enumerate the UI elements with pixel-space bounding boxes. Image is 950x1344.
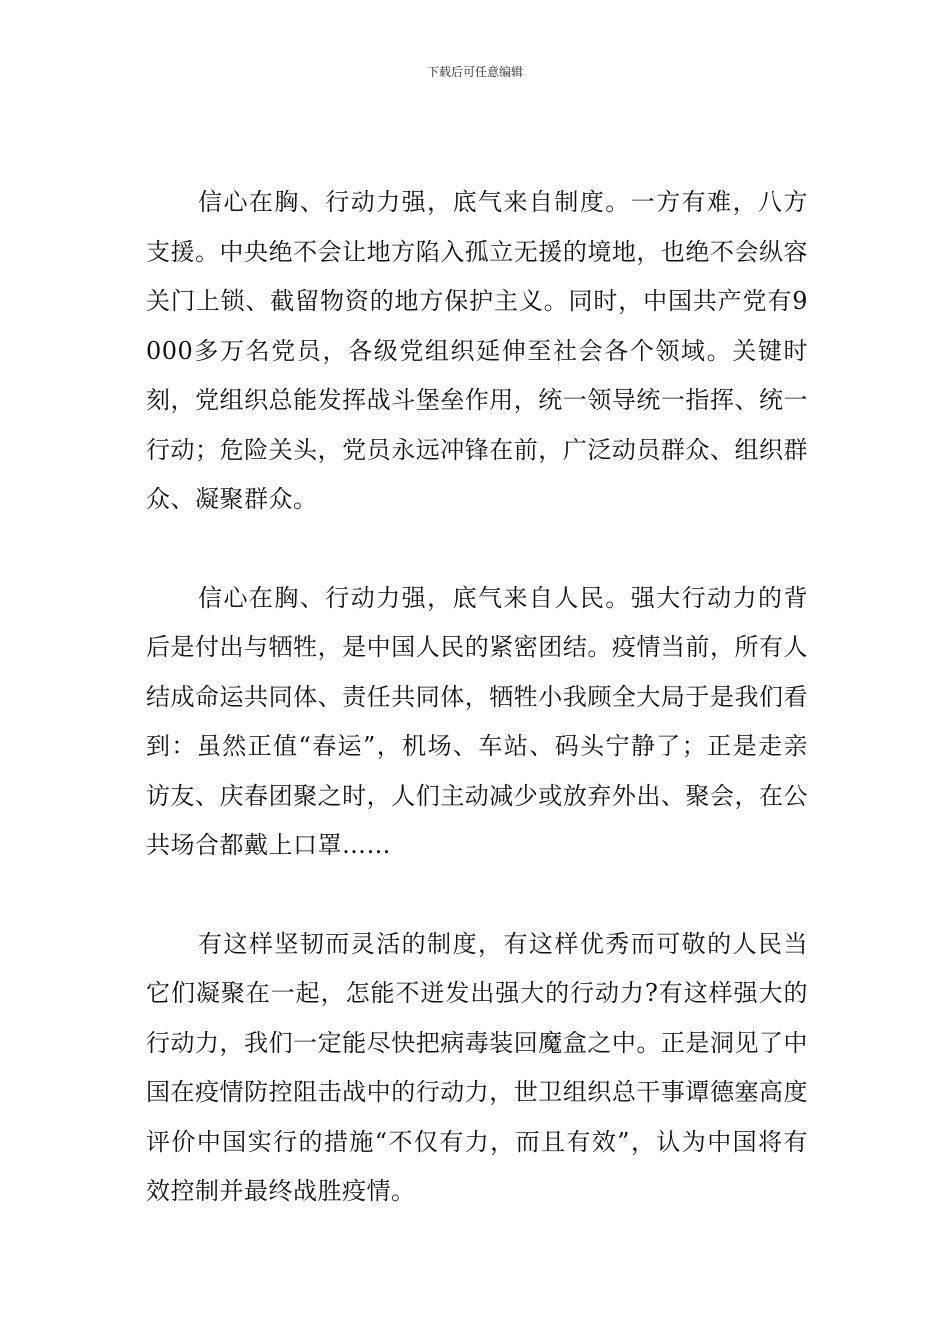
document-body xyxy=(146,178,808,1217)
paragraph-system: 信心在胸、行动力强，底气来自制度。一方有难，八方支援。中央绝不会让地方陷入孤立无援的境地，也绝不会纵容关门上锁、截留物资的地方保护主义。同时，中国共产党有9000多万名党员，各级党组织延伸至社会各个领域。关键时刻，党组织总能发挥战斗堡垒作用，统一领导统一指挥、统一行动；危险关头，党员永远冲锋在前，广泛动员群众、组织群众、凝聚群众。 xyxy=(146,188,808,513)
page-header: 下载后可任意编辑 xyxy=(426,65,523,79)
paragraph-people: 信心在胸、行动力强，底气来自人民。强大行动力的背后是付出与牺牲，是中国人民的紧密团结。疫情当前，所有人结成命运共同体、责任共同体，牺牲小我顾全大局于是我们看到：虽然正值“春运”，机场、车站、码头宁静了；正是走亲访友、庆春团聚之时，人们主动减少或放弃外出、聚会，在公共场合都戴上口罩…… xyxy=(146,583,808,859)
paragraph-action: 有这样坚韧而灵活的制度，有这样优秀而可敬的人民当它们凝聚在一起，怎能不迸发出强大的行动力?有这样强大的行动力，我们一定能尽快把病毒装回魔盒之中。正是洞见了中国在疫情防控阻击战中的行动力，世卫组织总干事谭德塞高度评价中国实行的措施“不仅有力，而且有效”，认为中国将有效控制并最终战胜疫情。 xyxy=(146,929,808,1205)
